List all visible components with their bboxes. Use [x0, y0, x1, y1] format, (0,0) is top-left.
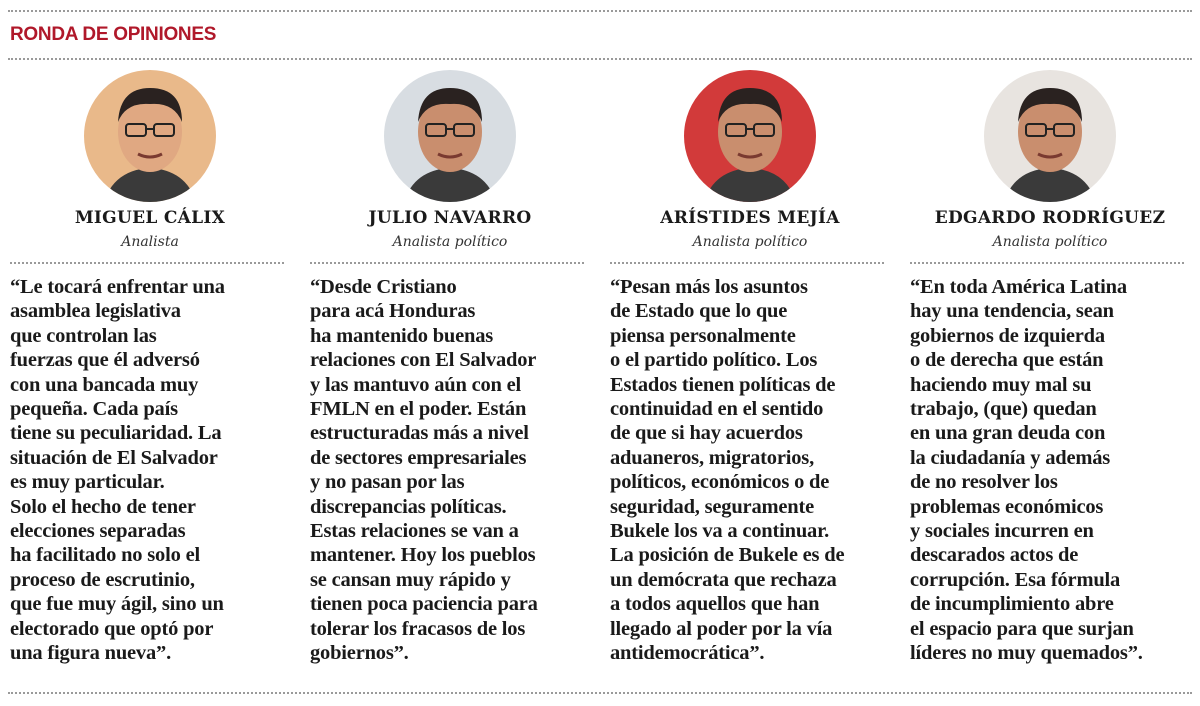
opinion-quote: “En toda América Latina hay una tendencia, sean gobiernos de izquierda o de derecha que están haciendo muy mal su trabajo, (que) quedan en una gran deuda con la ciudadanía y además de no resolver los problemas económicos y sociales incurren en descarados actos de corrupción. Esa fórmula de incumplimiento abre el espacio para que surjan líderes no muy quemados”. [910, 276, 1143, 665]
analyst-role: Analista [121, 234, 179, 250]
section-title: RONDA DE OPINIONES [10, 24, 217, 45]
analyst-name: EDGARDO RODRÍGUEZ [934, 208, 1166, 228]
analyst-name: JULIO NAVARRO [368, 208, 532, 228]
portrait-photo [84, 70, 216, 202]
analyst-role: Analista político [692, 234, 808, 250]
top-divider [8, 10, 1192, 12]
opinion-quote: “Desde Cristiano para acá Honduras ha mantenido buenas relaciones con El Salvador y las mantuvo aún con el FMLN en el poder. Están estructuradas más a nivel de sectores empresariales y no pasan por las discrepancias políticas. Estas relaciones se van a mantener. Hoy los pueblos se cansan muy rápido y tienen poca paciencia para tolerar los fracasos de los gobiernos”. [310, 276, 538, 665]
portrait-photo [984, 70, 1116, 202]
opinion-quote: “Le tocará enfrentar una asamblea legislativa que controlan las fuerzas que él adversó con una bancada muy pequeña. Cada país tiene su peculiaridad. La situación de El Salvador es muy particular. Solo el hecho de tener elecciones separadas ha facilitado no solo el proceso de escrutinio, que fue muy ágil, sino un electorado que optó por una figura nueva”. [10, 276, 225, 665]
analyst-role: Analista político [392, 234, 508, 250]
column-divider [910, 262, 1184, 264]
opinion-column [600, 60, 900, 690]
column-divider [310, 262, 584, 264]
column-divider [10, 262, 284, 264]
bottom-divider [8, 692, 1192, 694]
portrait-photo [384, 70, 516, 202]
opinion-quote: “Pesan más los asuntos de Estado que lo que piensa personalmente o el partido político. Los Estados tienen políticas de continuidad en el sentido de que si hay acuerdos aduaneros, migratorios, políticos, económicos o de seguridad, seguramente Bukele los va a continuar. La posición de Bukele es de un demócrata que rechaza a todos aquellos que han llegado al poder por la vía antidemocrática”. [610, 276, 845, 665]
portrait-photo [684, 70, 816, 202]
opinion-column [0, 60, 300, 690]
opinion-column [900, 60, 1200, 690]
column-divider [610, 262, 884, 264]
analyst-name: ARÍSTIDES MEJÍA [660, 208, 840, 228]
analyst-role: Analista político [992, 234, 1108, 250]
analyst-name: MIGUEL CÁLIX [74, 208, 226, 228]
opinion-column [300, 60, 600, 690]
